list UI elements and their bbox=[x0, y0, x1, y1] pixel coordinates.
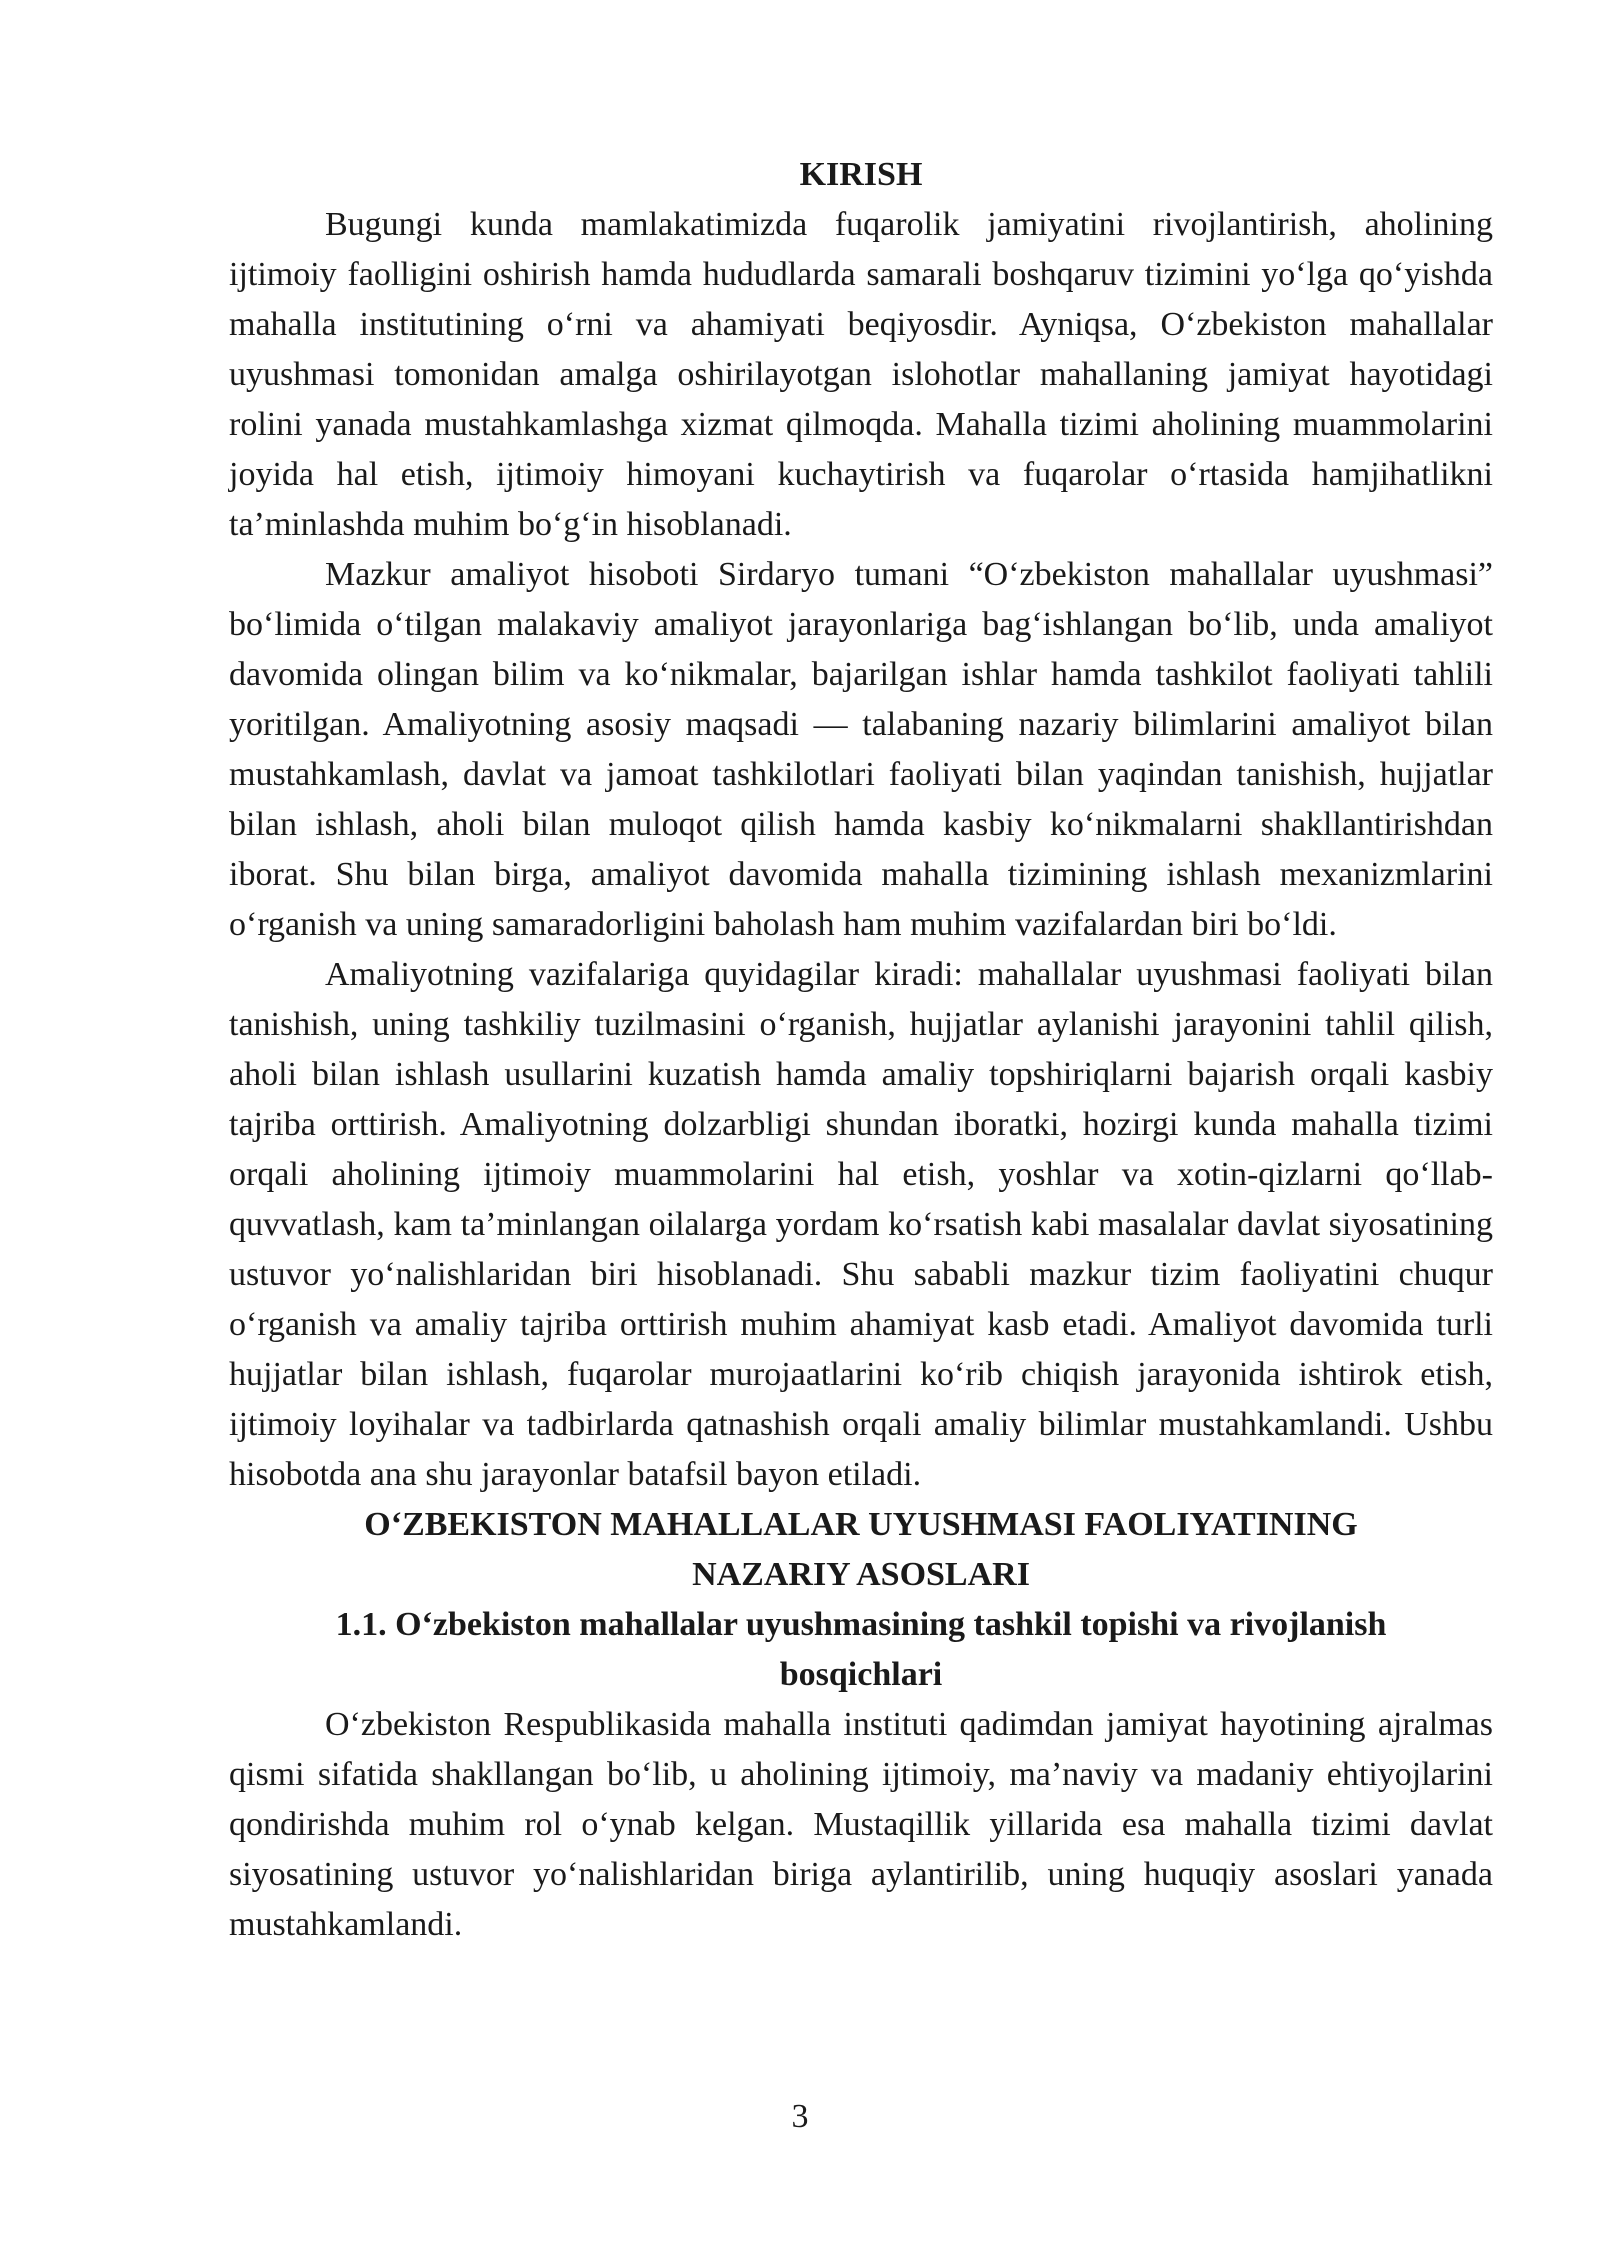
chapter-heading-line-2: NAZARIY ASOSLARI bbox=[692, 1556, 1030, 1593]
section-heading-line-1: 1.1. O‘zbekiston mahallalar uyushmasining tashkil topishi va rivojlanish bbox=[335, 1606, 1387, 1643]
intro-heading: KIRISH bbox=[799, 156, 923, 193]
chapter-heading-line-1: O‘ZBEKISTON MAHALLALAR UYUSHMASI FAOLIYATINING bbox=[364, 1506, 1358, 1543]
intro-paragraph-1: Bugungi kunda mamlakatimizda fuqarolik jamiyatini rivojlantirish, aholining ijtimoiy faolligini oshirish hamda hududlarda samarali boshqaruv tizimini yo‘lga qo‘yishda mahalla institutining o‘rni va ahamiyati beqiyosdir. Ayniqsa, O‘zbekiston mahallalar uyushmasi tomonidan amalga oshirilayotgan islohotlar mahallaning jamiyat hayotidagi rolini yanada mustahkamlashga xizmat qilmoqda. Mahalla tizimi aholining muammolarini joyida hal etish, ijtimoiy himoyani kuchaytirish va fuqarolar o‘rtasida hamjihatlikni ta’minlashda muhim bo‘g‘in hisoblanadi. bbox=[229, 206, 1493, 543]
section-heading bbox=[229, 1600, 1493, 1700]
page-number: 3 bbox=[791, 2098, 809, 2135]
page-content bbox=[229, 150, 1493, 1950]
section-paragraph: O‘zbekiston Respublikasida mahalla instituti qadimdan jamiyat hayotining ajralmas qismi sifatida shakllangan bo‘lib, u aholining ijtimoiy, ma’naviy va madaniy ehtiyojlarini qondirishda muhim rol o‘ynab kelgan. Mustaqillik yillarida esa mahalla tizimi davlat siyosatining ustuvor yo‘nalishlaridan biriga aylantirilib, uning huquqiy asoslari yanada mustahkamlandi. bbox=[229, 1706, 1493, 1943]
intro-paragraph-2: Mazkur amaliyot hisoboti Sirdaryo tumani “O‘zbekiston mahallalar uyushmasi” bo‘limida o‘tilgan malakaviy amaliyot jarayonlariga bag‘ishlangan bo‘lib, unda amaliyot davomida olingan bilim va ko‘nikmalar, bajarilgan ishlar hamda tashkilot faoliyati tahlili yoritilgan. Amaliyotning asosiy maqsadi — talabaning nazariy bilimlarini amaliyot bilan mustahkamlash, davlat va jamoat tashkilotlari faoliyati bilan yaqindan tanishish, hujjatlar bilan ishlash, aholi bilan muloqot qilish hamda kasbiy ko‘nikmalarni shakllantirishdan iborat. Shu bilan birga, amaliyot davomida mahalla tizimining ishlash mexanizmlarini o‘rganish va uning samaradorligini baholash ham muhim vazifalardan biri bo‘ldi. bbox=[229, 556, 1493, 943]
section-heading-line-2: bosqichlari bbox=[779, 1656, 943, 1693]
chapter-heading bbox=[229, 1500, 1493, 1600]
intro-paragraph-3: Amaliyotning vazifalariga quyidagilar kiradi: mahallalar uyushmasi faoliyati bilan tanishish, uning tashkiliy tuzilmasini o‘rganish, hujjatlar aylanishi jarayonini tahlil qilish, aholi bilan ishlash usullarini kuzatish hamda amaliy topshiriqlarni bajarish orqali kasbiy tajriba orttirish. Amaliyotning dolzarbligi shundan iboratki, hozirgi kunda mahalla tizimi orqali aholining ijtimoiy muammolarini hal etish, yoshlar va xotin-qizlarni qo‘llab-quvvatlash, kam ta’minlangan oilalarga yordam ko‘rsatish kabi masalalar davlat siyosatining ustuvor yo‘nalishlaridan biri hisoblanadi. Shu sababli mazkur tizim faoliyatini chuqur o‘rganish va amaliy tajriba orttirish muhim ahamiyat kasb etadi. Amaliyot davomida turli hujjatlar bilan ishlash, fuqarolar murojaatlarini ko‘rib chiqish jarayonida ishtirok etish, ijtimoiy loyihalar va tadbirlarda qatnashish orqali amaliy bilimlar mustahkamlandi. Ushbu hisobotda ana shu jarayonlar batafsil bayon etiladi. bbox=[229, 956, 1493, 1493]
